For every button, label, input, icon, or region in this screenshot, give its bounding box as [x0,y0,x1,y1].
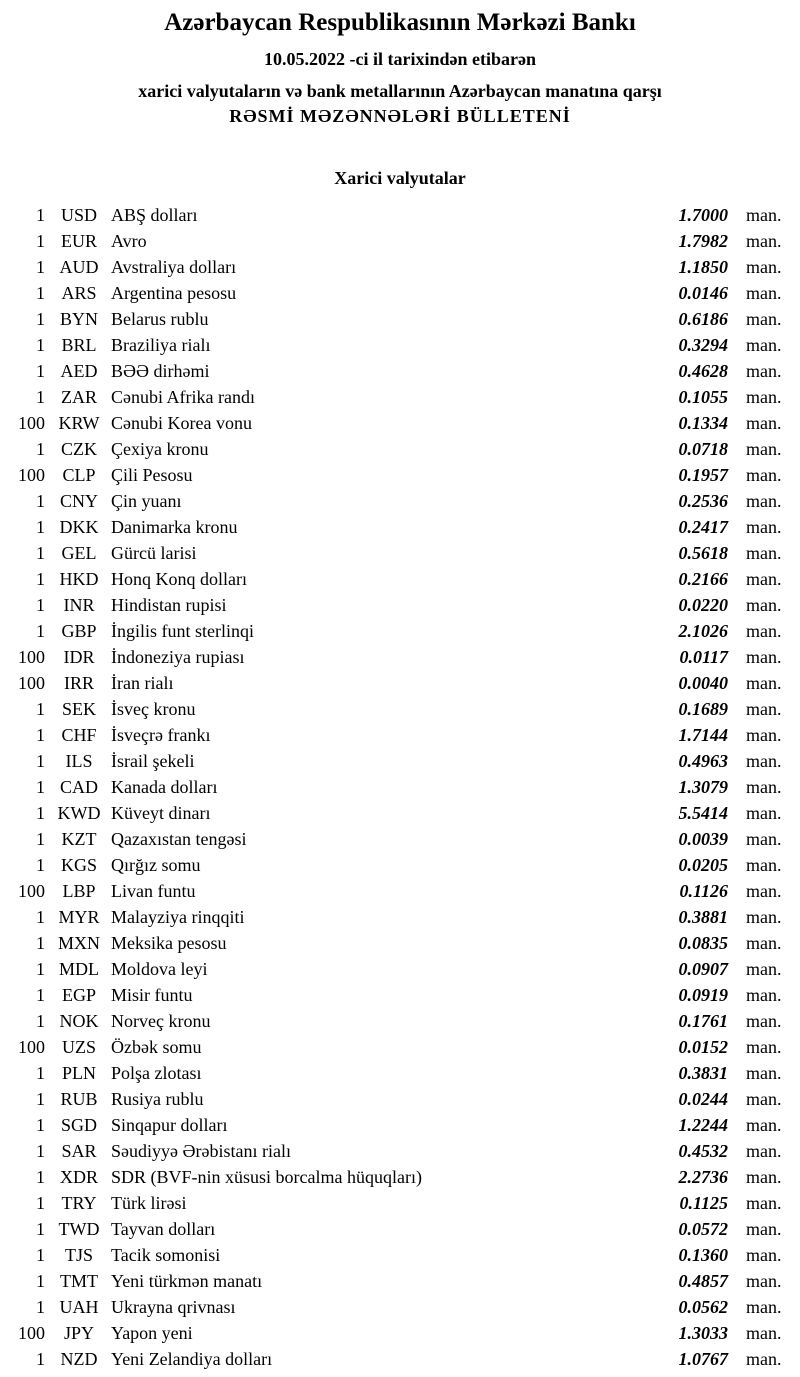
currency-name-cell: Cənubi Korea vonu [111,413,252,433]
currency-code-cell: AED [60,361,98,381]
table-row [0,254,800,280]
rate-value-cell: 0.1761 [678,1011,728,1031]
currency-name-cell: SDR (BVF-nin xüsusi borcalma hüquqları) [111,1167,422,1187]
quantity-cell: 1 [36,517,45,537]
currency-code-cell: TMT [60,1271,98,1291]
table-row [0,826,800,852]
currency-code-cell: MDL [59,959,99,979]
currency-name-cell: İsveç kronu [111,699,196,719]
currency-name-cell: Çexiya kronu [111,439,209,459]
currency-name-cell: Ukrayna qrivnası [111,1297,236,1317]
currency-code-cell: CLP [62,465,96,485]
table-row [0,644,800,670]
rate-value-cell: 0.1689 [678,699,728,719]
currency-code-cell: LBP [62,881,96,901]
currency-code-cell: HKD [59,569,99,589]
table-row [0,618,800,644]
unit-cell: man. [746,1167,782,1187]
currency-name-cell: Malayziya rinqqiti [111,907,245,927]
table-row [0,410,800,436]
quantity-cell: 1 [36,1219,45,1239]
unit-cell: man. [746,569,782,589]
table-row [0,1190,800,1216]
currency-name-cell: Tacik somonisi [111,1245,221,1265]
currency-code-cell: BRL [61,335,97,355]
quantity-cell: 100 [18,465,45,485]
currency-code-cell: GEL [61,543,97,563]
unit-cell: man. [746,595,782,615]
unit-cell: man. [746,387,782,407]
unit-cell: man. [746,1297,782,1317]
quantity-cell: 1 [36,569,45,589]
table-row [0,748,800,774]
rate-value-cell: 0.0040 [678,673,728,693]
currency-code-cell: INR [63,595,95,615]
rate-value-cell: 0.4628 [678,361,728,381]
currency-name-cell: Polşa zlotası [111,1063,202,1083]
rate-value-cell: 0.4532 [678,1141,728,1161]
quantity-cell: 1 [36,1167,45,1187]
currency-name-cell: Çili Pesosu [111,465,193,485]
unit-cell: man. [746,751,782,771]
table-row [0,904,800,930]
table-row [0,930,800,956]
rate-value-cell: 1.7144 [678,725,728,745]
quantity-cell: 1 [36,1193,45,1213]
currency-name-cell: Cənubi Afrika randı [111,387,255,407]
unit-cell: man. [746,1349,782,1369]
currency-name-cell: Yeni türkmən manatı [111,1271,263,1291]
rate-value-cell: 0.1334 [678,413,728,433]
currency-code-cell: NZD [60,1349,98,1369]
table-row [0,1060,800,1086]
rate-value-cell: 0.1126 [679,881,728,901]
table-row [0,800,800,826]
table-row [0,592,800,618]
currency-code-cell: DKK [59,517,99,537]
currency-code-cell: ARS [61,283,97,303]
quantity-cell: 1 [36,595,45,615]
rate-value-cell: 0.0146 [678,283,728,303]
rate-value-cell: 0.5618 [678,543,728,563]
currency-code-cell: TJS [64,1245,93,1265]
rate-value-cell: 1.3033 [678,1323,728,1343]
unit-cell: man. [746,283,782,303]
rate-value-cell: 0.2536 [678,491,728,511]
rate-value-cell: 0.0835 [678,933,728,953]
currency-name-cell: Qırğız somu [111,855,201,875]
currency-name-cell: Meksika pesosu [111,933,227,953]
rate-value-cell: 1.0767 [678,1349,728,1369]
currency-code-cell: KWD [57,803,101,823]
rate-value-cell: 0.0205 [678,855,728,875]
rate-value-cell: 0.3881 [678,907,728,927]
quantity-cell: 1 [36,231,45,251]
unit-cell: man. [746,1245,782,1265]
table-row [0,488,800,514]
currency-code-cell: SAR [61,1141,97,1161]
unit-cell: man. [746,1089,782,1109]
quantity-cell: 1 [36,699,45,719]
quantity-cell: 1 [36,1349,45,1369]
currency-name-cell: Sinqapur dolları [111,1115,228,1135]
currency-name-cell: İsveçrə frankı [111,725,211,745]
currency-name-cell: Yapon yeni [111,1323,193,1343]
table-row [0,982,800,1008]
table-row [0,514,800,540]
quantity-cell: 1 [36,283,45,303]
currency-name-cell: Səudiyyə Ərəbistanı rialı [111,1141,291,1161]
rate-value-cell: 0.6186 [678,309,728,329]
rate-value-cell: 0.2417 [678,517,728,537]
currency-code-cell: BYN [59,309,98,329]
currency-name-cell: İngilis funt sterlinqi [111,621,254,641]
currency-code-cell: CZK [61,439,97,459]
currency-code-cell: CNY [59,491,98,511]
currency-name-cell: İran rialı [111,673,174,693]
quantity-cell: 1 [36,1297,45,1317]
quantity-cell: 1 [36,829,45,849]
unit-cell: man. [746,621,782,641]
quantity-cell: 1 [36,1011,45,1031]
table-row [0,1164,800,1190]
unit-cell: man. [746,855,782,875]
rate-value-cell: 1.7000 [678,205,728,225]
unit-cell: man. [746,829,782,849]
currency-name-cell: Livan funtu [111,881,196,901]
currency-code-cell: KRW [58,413,100,433]
unit-cell: man. [746,673,782,693]
currency-code-cell: CHF [61,725,97,745]
unit-cell: man. [746,881,782,901]
currency-code-cell: RUB [60,1089,98,1109]
table-row [0,332,800,358]
currency-name-cell: Honq Konq dolları [111,569,247,589]
quantity-cell: 1 [36,257,45,277]
currency-code-cell: SGD [60,1115,97,1135]
table-row [0,228,800,254]
rate-value-cell: 1.3079 [678,777,728,797]
quantity-cell: 1 [36,361,45,381]
currency-code-cell: IRR [63,673,94,693]
rate-value-cell: 0.0562 [678,1297,728,1317]
currency-name-cell: Belarus rublu [111,309,209,329]
rate-value-cell: 0.0039 [678,829,728,849]
currency-name-cell: Hindistan rupisi [111,595,227,615]
rate-value-cell: 0.0117 [679,647,728,667]
currency-code-cell: AUD [59,257,99,277]
currency-name-cell: İndoneziya rupiası [111,647,245,667]
currency-name-cell: Moldova leyi [111,959,208,979]
quantity-cell: 100 [18,413,45,433]
quantity-cell: 1 [36,621,45,641]
rate-value-cell: 0.1360 [678,1245,728,1265]
unit-cell: man. [746,933,782,953]
currency-name-cell: Danimarka kronu [111,517,238,537]
currency-name-cell: Tayvan dolları [111,1219,216,1239]
section-title-foreign-currencies: Xarici valyutalar [334,168,466,188]
currency-name-cell: Norveç kronu [111,1011,211,1031]
table-row [0,566,800,592]
currency-name-cell: BƏƏ dirhəmi [111,361,210,381]
currency-code-cell: CAD [59,777,98,797]
rate-value-cell: 0.0152 [678,1037,728,1057]
currency-name-cell: Misir funtu [111,985,193,1005]
table-row [0,878,800,904]
currency-code-cell: ZAR [61,387,97,407]
unit-cell: man. [746,1219,782,1239]
currency-name-cell: Çin yuanı [111,491,182,511]
table-row [0,1008,800,1034]
unit-cell: man. [746,699,782,719]
quantity-cell: 1 [36,309,45,329]
quantity-cell: 1 [36,1089,45,1109]
currency-name-cell: Rusiya rublu [111,1089,204,1109]
unit-cell: man. [746,1011,782,1031]
quantity-cell: 1 [36,335,45,355]
currency-code-cell: UAH [59,1297,99,1317]
unit-cell: man. [746,413,782,433]
currency-name-cell: Avro [111,231,147,251]
scope-line: xarici valyutaların və bank metallarının Azərbaycan manatına qarşı [138,81,662,101]
table-row [0,696,800,722]
rate-value-cell: 0.0919 [678,985,728,1005]
table-row [0,358,800,384]
unit-cell: man. [746,959,782,979]
unit-cell: man. [746,1115,782,1135]
currency-name-cell: Kanada dolları [111,777,218,797]
quantity-cell: 1 [36,985,45,1005]
currency-name-cell: İsrail şekeli [111,751,195,771]
rate-value-cell: 2.2736 [678,1167,728,1187]
table-row [0,1086,800,1112]
currency-code-cell: KZT [61,829,97,849]
document-header [0,0,800,127]
currency-name-cell: Türk lirəsi [111,1193,187,1213]
currency-name-cell: Gürcü larisi [111,543,197,563]
unit-cell: man. [746,543,782,563]
rate-value-cell: 0.1957 [678,465,728,485]
unit-cell: man. [746,1193,782,1213]
table-row [0,1268,800,1294]
quantity-cell: 1 [36,387,45,407]
exchange-rates-table [0,202,800,1372]
unit-cell: man. [746,205,782,225]
table-row [0,1112,800,1138]
currency-code-cell: TRY [61,1193,97,1213]
bank-name-title: Azərbaycan Respublikasının Mərkəzi Bankı [164,9,636,36]
table-row [0,722,800,748]
unit-cell: man. [746,803,782,823]
rate-value-cell: 0.1055 [678,387,728,407]
currency-name-cell: Avstraliya dolları [111,257,237,277]
currency-name-cell: Qazaxıstan tengəsi [111,829,247,849]
currency-code-cell: KGS [60,855,97,875]
quantity-cell: 1 [36,439,45,459]
currency-code-cell: USD [60,205,97,225]
unit-cell: man. [746,465,782,485]
quantity-cell: 1 [36,777,45,797]
rate-value-cell: 0.0718 [678,439,728,459]
table-row [0,540,800,566]
currency-code-cell: JPY [63,1323,94,1343]
currency-name-cell: Braziliya rialı [111,335,211,355]
currency-code-cell: MXN [57,933,100,953]
effective-date-line: 10.05.2022 -ci il tarixindən etibarən [264,49,536,69]
quantity-cell: 1 [36,1245,45,1265]
table-row [0,956,800,982]
unit-cell: man. [746,439,782,459]
unit-cell: man. [746,491,782,511]
currency-code-cell: MYR [58,907,100,927]
currency-name-cell: Küveyt dinarı [111,803,211,823]
unit-cell: man. [746,725,782,745]
rate-value-cell: 0.3294 [678,335,728,355]
table-row [0,1294,800,1320]
quantity-cell: 1 [36,1271,45,1291]
rate-value-cell: 0.1125 [679,1193,728,1213]
rate-value-cell: 5.5414 [678,803,728,823]
rate-value-cell: 0.2166 [678,569,728,589]
unit-cell: man. [746,1141,782,1161]
unit-cell: man. [746,231,782,251]
table-row [0,306,800,332]
currency-code-cell: ILS [65,751,93,771]
unit-cell: man. [746,257,782,277]
currency-name-cell: Özbək somu [111,1037,202,1057]
quantity-cell: 1 [36,751,45,771]
currency-name-cell: ABŞ dolları [111,205,198,225]
bulletin-title: RƏSMİ MƏZƏNNƏLƏRİ BÜLLETENİ [229,106,571,126]
quantity-cell: 1 [36,491,45,511]
rate-value-cell: 1.2244 [678,1115,728,1135]
rate-value-cell: 0.0244 [678,1089,728,1109]
currency-code-cell: EGP [61,985,96,1005]
quantity-cell: 1 [36,803,45,823]
rate-value-cell: 0.4857 [678,1271,728,1291]
quantity-cell: 100 [18,647,45,667]
table-row [0,670,800,696]
rate-value-cell: 0.0220 [678,595,728,615]
table-row [0,1138,800,1164]
table-row [0,384,800,410]
unit-cell: man. [746,309,782,329]
quantity-cell: 1 [36,1141,45,1161]
rate-value-cell: 0.0572 [678,1219,728,1239]
table-row [0,1320,800,1346]
currency-code-cell: PLN [61,1063,96,1083]
unit-cell: man. [746,1063,782,1083]
currency-code-cell: EUR [61,231,97,251]
unit-cell: man. [746,647,782,667]
currency-code-cell: GBP [61,621,97,641]
unit-cell: man. [746,985,782,1005]
rate-value-cell: 0.0907 [678,959,728,979]
quantity-cell: 100 [18,881,45,901]
table-row [0,1346,800,1372]
unit-cell: man. [746,907,782,927]
quantity-cell: 1 [36,1063,45,1083]
table-row [0,202,800,228]
quantity-cell: 1 [36,907,45,927]
table-row [0,1242,800,1268]
quantity-cell: 100 [18,1323,45,1343]
currency-code-cell: TWD [58,1219,100,1239]
rate-value-cell: 2.1026 [678,621,728,641]
table-row [0,1034,800,1060]
rate-value-cell: 0.3831 [678,1063,728,1083]
quantity-cell: 100 [18,1037,45,1057]
rate-value-cell: 0.4963 [678,751,728,771]
currency-name-cell: Argentina pesosu [111,283,237,303]
quantity-cell: 1 [36,855,45,875]
currency-code-cell: XDR [59,1167,98,1187]
currency-code-cell: UZS [61,1037,96,1057]
currency-code-cell: NOK [59,1011,99,1031]
quantity-cell: 1 [36,725,45,745]
currency-code-cell: IDR [63,647,95,667]
quantity-cell: 100 [18,673,45,693]
table-row [0,462,800,488]
quantity-cell: 1 [36,933,45,953]
unit-cell: man. [746,335,782,355]
table-row [0,774,800,800]
table-row [0,280,800,306]
table-row [0,852,800,878]
currency-name-cell: Yeni Zelandiya dolları [111,1349,273,1369]
unit-cell: man. [746,1271,782,1291]
quantity-cell: 1 [36,543,45,563]
unit-cell: man. [746,1037,782,1057]
table-row [0,1216,800,1242]
rate-value-cell: 1.7982 [678,231,728,251]
unit-cell: man. [746,1323,782,1343]
quantity-cell: 1 [36,959,45,979]
rate-value-cell: 1.1850 [678,257,728,277]
table-row [0,436,800,462]
unit-cell: man. [746,777,782,797]
quantity-cell: 1 [36,205,45,225]
unit-cell: man. [746,517,782,537]
quantity-cell: 1 [36,1115,45,1135]
unit-cell: man. [746,361,782,381]
currency-code-cell: SEK [61,699,96,719]
